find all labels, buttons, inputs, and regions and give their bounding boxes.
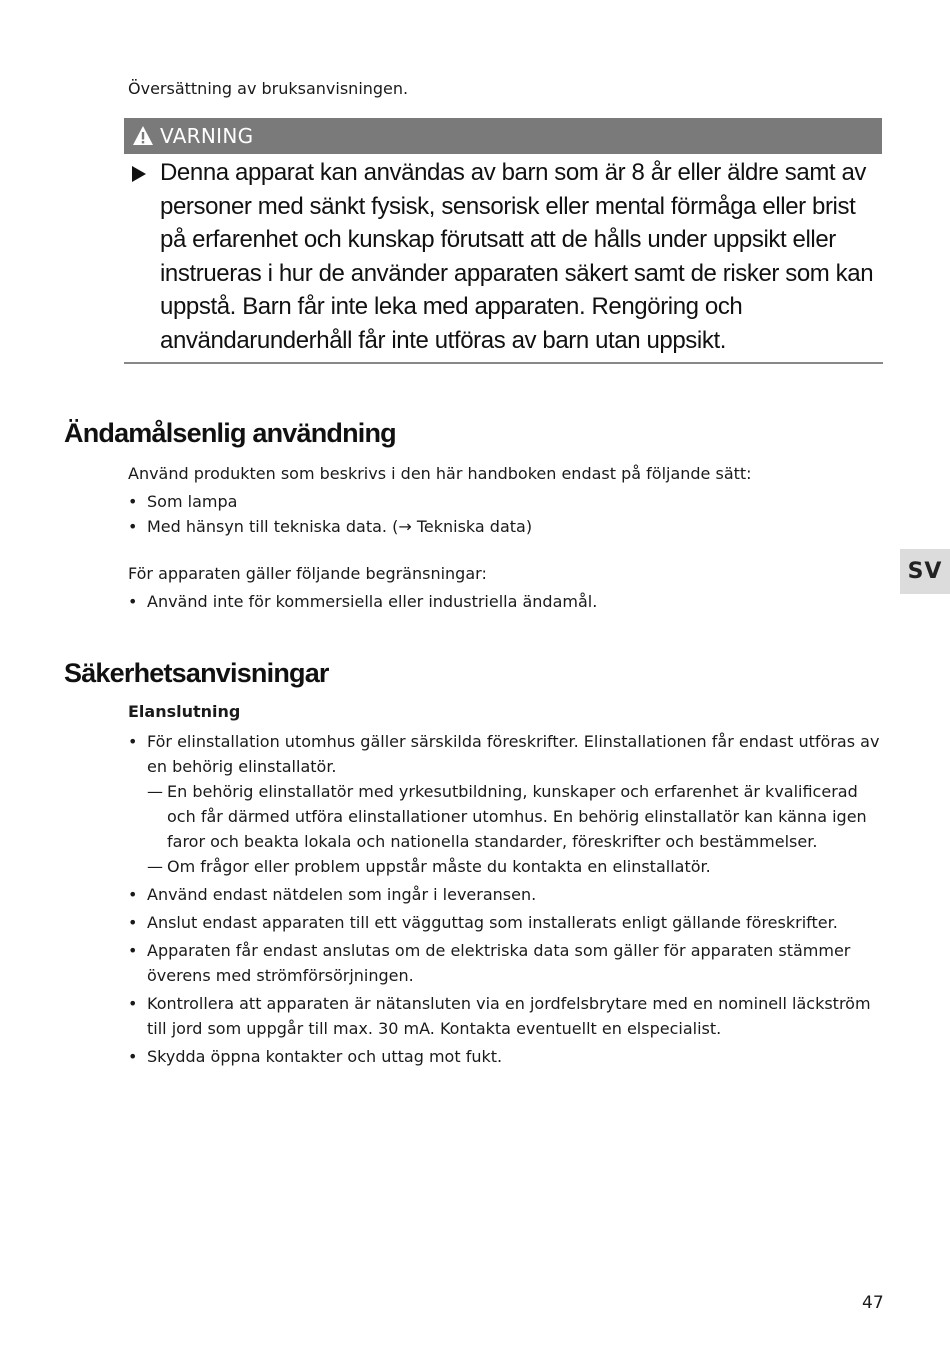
list-item: • Använd inte för kommersiella eller industriella ändamål. <box>128 592 598 611</box>
list-item: • Som lampa <box>128 492 238 511</box>
warning-divider <box>124 362 883 364</box>
limitations-intro: För apparaten gäller följande begränsningar: <box>128 564 487 583</box>
warning-label: VARNING <box>160 124 254 148</box>
safety-list-block <box>128 729 884 1072</box>
play-arrow-icon <box>132 166 146 182</box>
sub-list-item: — En behörig elinstallatör med yrkesutbildning, kunskaper och erfarenhet är kvalificerad och får därmed utföra elinstallationer utomhus. En behörig elinstallatör kan känna igen faror och beakta lokala och nationella standarder, föreskrifter och bestämmelser. <box>147 782 867 851</box>
sub-list-item: — Om frågor eller problem uppstår måste du kontakta en elinstallatör. <box>147 857 711 876</box>
list-item: • Skydda öppna kontakter och uttag mot fukt. <box>128 1047 503 1066</box>
section-title-safety: Säkerhetsanvisningar <box>64 658 329 688</box>
list-item: • Med hänsyn till tekniska data. (→ Tekniska data) <box>128 517 533 536</box>
intended-use-intro: Använd produkten som beskrivs i den här handboken endast på följande sätt: <box>128 464 752 483</box>
list-item: • Kontrollera att apparaten är nätansluten via en jordfelsbrytare med en nominell läckström till jord som uppgår till max. 30 mA. Kontakta eventuellt en elspecialist. <box>128 994 871 1038</box>
list-item: • Apparaten får endast anslutas om de elektriska data som gäller för apparaten stämmer överens med strömförsörjningen. <box>128 941 851 985</box>
warning-triangle-icon <box>132 125 154 147</box>
warning-header <box>124 118 882 154</box>
safety-list <box>128 729 884 1069</box>
limitations-list <box>128 589 597 614</box>
page-number: 47 <box>862 1293 884 1313</box>
section-title-intended-use: Ändamålsenlig användning <box>64 418 396 448</box>
warning-body <box>132 156 884 357</box>
subtitle-electrical-connection: Elanslutning <box>128 702 241 721</box>
list-item: • Anslut endast apparaten till ett vägguttag som installerats enligt gällande föreskrifter. <box>128 913 838 932</box>
sub-list <box>147 779 884 879</box>
list-item: • För elinstallation utomhus gäller särskilda föreskrifter. Elinstallationen får endast utföras av en behörig elinstallatör. — En behörig elinstallatör med yrkesutbildning, kunskaper och erfarenhet är kvalificerad och får därmed utföra elinstallationer utomhus. En behörig elinstallatör kan känna igen faror och beakta lokala och nationella standarder, föreskrifter och bestämmelser. — Om frågor eller problem uppstår måste du kontakta en elinstallatör. <box>128 729 884 879</box>
intended-use-list <box>128 489 532 539</box>
list-item: • Använd endast nätdelen som ingår i leveransen. <box>128 885 537 904</box>
warning-text: Denna apparat kan användas av barn som är 8 år eller äldre samt av personer med sänkt fysisk, sensorisk eller mental förmåga eller brist på erfarenhet och kunskap förutsatt att de hålls under uppsikt eller instrueras i hur de använder apparaten säkert samt de risker som kan uppstå. Barn får inte leka med apparaten. Rengöring och användarunderhåll får inte utföras av barn utan uppsikt. <box>160 159 874 354</box>
language-tab: SV <box>900 549 950 594</box>
translation-note: Översättning av bruksanvisningen. <box>128 79 409 98</box>
